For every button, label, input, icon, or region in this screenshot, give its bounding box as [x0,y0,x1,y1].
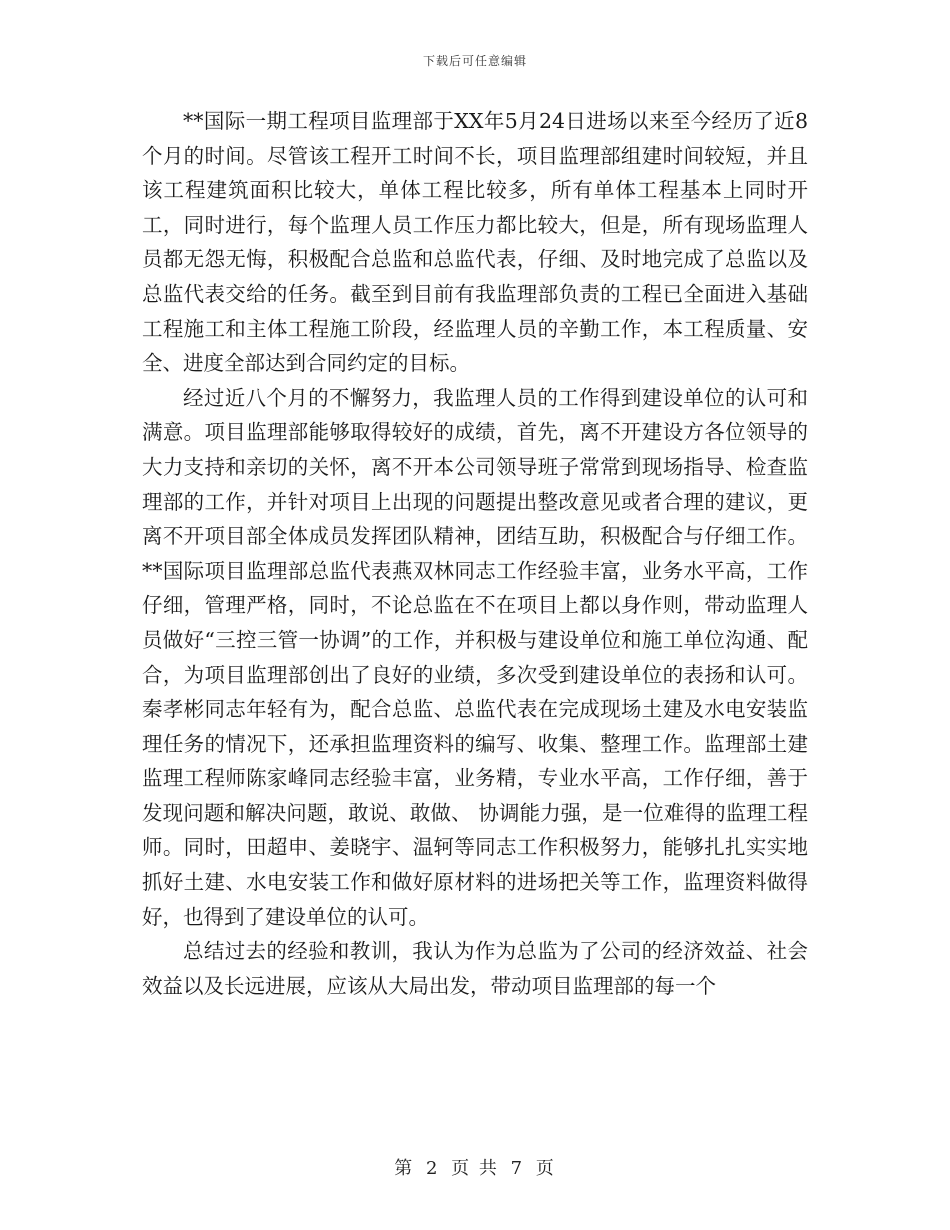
paragraph-3: 总结过去的经验和教训，我认为作为总监为了公司的经济效益、社会效益以及长远进展，应该从大局出发，带动项目监理部的每一个 [142,939,808,998]
footer-middle: 页 共 [451,1158,499,1179]
footer-total-pages: 7 [510,1158,525,1179]
footer-suffix: 页 [535,1158,556,1179]
page-header: 下载后可任意编辑 [422,54,527,68]
paragraph-2: 经过近八个月的不懈努力，我监理人员的工作得到建设单位的认可和满意。项目监理部能够取得较好的成绩，首先，离不开建设方各位领导的大力支持和亲切的关怀，离不开本公司领导班子常常到现场指导、检查监理部的工作，并针对项目上出现的问题提出整改意见或者合理的建议，更离不开项目部全体成员发挥团队精神，团结互助，积极配合与仔细工作。**国际项目监理部总监代表燕双林同志工作经验丰富，业务水平高，工作仔细，管理严格，同时，不论总监在不在项目上都以身作则，带动监理人员做好“三控三管一协调”的工作，并积极与建设单位和施工单位沟通、配合，为项目监理部创出了良好的业绩，多次受到建设单位的表扬和认可。秦孝彬同志年轻有为，配合总监、总监代表在完成现场土建及水电安装监理任务的情况下，还承担监理资料的编写、收集、整理工作。监理部土建监理工程师陈家峰同志经验丰富，业务精，专业水平高，工作仔细，善于发现问题和解决问题，敢说、敢做、 协调能力强，是一位难得的监理工程师。同时，田超申、姜晓宇、温轲等同志工作积极努力，能够扎扎实实地抓好土建、水电安装工作和做好原材料的进场把关等工作，监理资料做得好，也得到了建设单位的认可。 [142,385,808,929]
footer-prefix: 第 [394,1158,415,1179]
document-body [142,104,808,1003]
footer-current-page: 2 [425,1158,440,1179]
page-footer [0,1154,950,1180]
paragraph-1: **国际一期工程项目监理部于XX年5月24日进场以来至今经历了近8个月的时间。尽管该工程开工时间不长，项目监理部组建时间较短，并且该工程建筑面积比较大，单体工程比较多，所有单体工程基本上同时开工，同时进行，每个监理人员工作压力都比较大，但是，所有现场监理人员都无怨无悔，积极配合总监和总监代表，仔细、及时地完成了总监以及总监代表交给的任务。截至到目前有我监理部负责的工程已全面进入基础工程施工和主体工程施工阶段，经监理人员的辛勤工作，本工程质量、安全、进度全部达到合同约定的目标。 [142,109,808,376]
